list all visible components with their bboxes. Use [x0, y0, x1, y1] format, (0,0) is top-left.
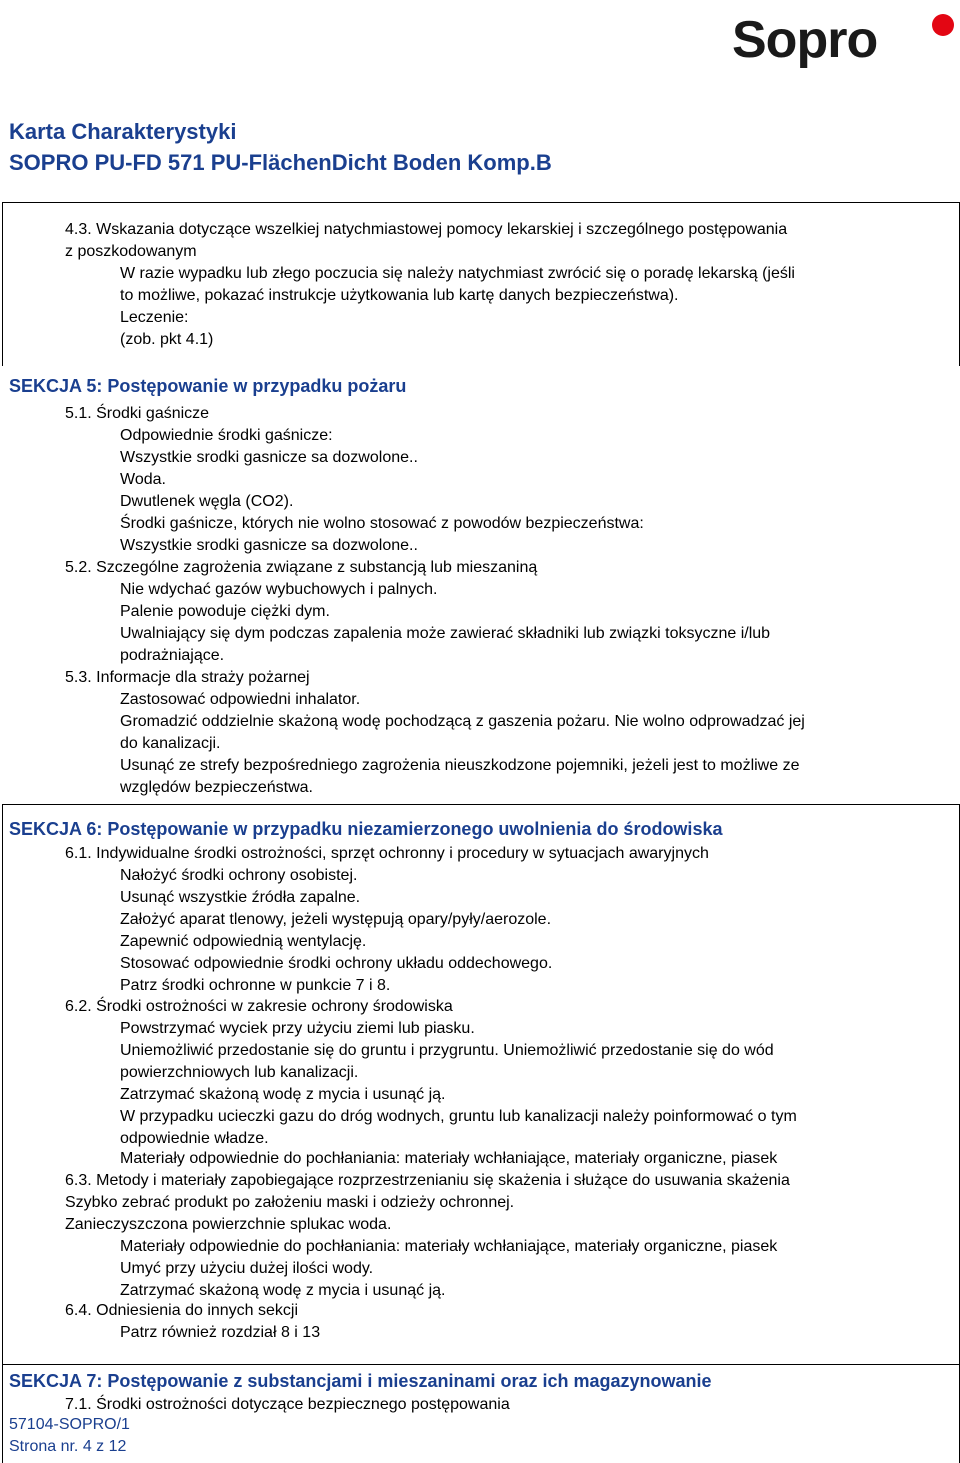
product-name: SOPRO PU-FD 571 PU-FlächenDicht Boden Komp.B — [9, 150, 552, 175]
subsection-6-1: 6.1. Indywidualne środki ostrożności, sprzęt ochronny i procedury w sytuacjach awaryjnych — [65, 845, 709, 862]
text-line: Woda. — [120, 471, 166, 488]
text-line: (zob. pkt 4.1) — [120, 331, 214, 348]
footer-page-number: Strona nr. 4 z 12 — [9, 1438, 127, 1455]
logo-text: Sopro — [732, 11, 878, 69]
text-line: Nałożyć środki ochrony osobistej. — [120, 867, 358, 884]
text-line: względów bezpieczeństwa. — [120, 779, 313, 796]
text-line: Wszystkie srodki gasnicze sa dozwolone.. — [120, 537, 418, 554]
subsection-4-3: 4.3. Wskazania dotyczące wszelkiej natychmiastowej pomocy lekarskiej i szczególnego postępowania — [65, 221, 788, 238]
text-line: W przypadku ucieczki gazu do dróg wodnych, gruntu lub kanalizacji należy poinformować o tym — [120, 1108, 797, 1125]
subsection-6-3: 6.3. Metody i materiały zapobiegające rozprzestrzenianiu się skażenia i służące do usuwania skażenia — [65, 1172, 790, 1189]
subsection-6-2: 6.2. Środki ostrożności w zakresie ochrony środowiska — [65, 998, 453, 1015]
text-line: odpowiednie władze. — [120, 1130, 269, 1147]
sopro-logo — [728, 10, 956, 70]
text-line: Zatrzymać skażoną wodę z mycia i usunąć ją. — [120, 1282, 446, 1299]
text-line: Dwutlenek węgla (CO2). — [120, 493, 294, 510]
section7-heading: SEKCJA 7: Postępowanie z substancjami i mieszaninami oraz ich magazynowanie — [9, 1371, 712, 1391]
subsection-5-1: 5.1. Środki gaśnicze — [65, 405, 210, 422]
text-line: Leczenie: — [120, 309, 189, 326]
text-line: Odpowiednie środki gaśnicze: — [120, 427, 333, 444]
text-line: Zapewnić odpowiednią wentylację. — [120, 933, 367, 950]
section5-heading: SEKCJA 5: Postępowanie w przypadku pożaru — [9, 376, 407, 396]
text-line: Stosować odpowiednie środki ochrony układu oddechowego. — [120, 955, 553, 972]
text-line: Założyć aparat tlenowy, jeżeli występują opary/pyły/aerozole. — [120, 911, 552, 928]
text-line: Środki gaśnicze, których nie wolno stosować z powodów bezpieczeństwa: — [120, 515, 644, 532]
logo-dot-mark — [932, 14, 954, 36]
text-line: z poszkodowanym — [65, 243, 197, 260]
text-line: Materiały odpowiednie do pochłaniania: materiały wchłaniające, materiały organiczne, piasek — [120, 1238, 778, 1255]
text-line: do kanalizacji. — [120, 735, 221, 752]
section6-heading: SEKCJA 6: Postępowanie w przypadku niezamierzonego uwolnienia do środowiska — [9, 819, 723, 839]
subsection-7-1: 7.1. Środki ostrożności dotyczące bezpiecznego postępowania — [65, 1396, 510, 1413]
text-line: Zanieczyszczona powierzchnie splukac woda. — [65, 1216, 392, 1233]
text-line: Palenie powoduje ciężki dym. — [120, 603, 330, 620]
text-line: Umyć przy użyciu dużej ilości wody. — [120, 1260, 374, 1277]
text-line: W razie wypadku lub złego poczucia się należy natychmiast zwrócić się o poradę lekarską (jeśli — [120, 265, 795, 282]
text-line: Nie wdychać gazów wybuchowych i palnych. — [120, 581, 438, 598]
subsection-5-2: 5.2. Szczególne zagrożenia związane z substancją lub mieszaniną — [65, 559, 538, 576]
text-line: Uniemożliwić przedostanie się do gruntu i przygruntu. Uniemożliwić przedostanie się do wód — [120, 1042, 774, 1059]
text-line: Wszystkie srodki gasnicze sa dozwolone.. — [120, 449, 418, 466]
text-line: Zatrzymać skażoną wodę z mycia i usunąć ją. — [120, 1086, 446, 1103]
text-line: Zastosować odpowiedni inhalator. — [120, 691, 361, 708]
text-line: Powstrzymać wyciek przy użyciu ziemi lub piasku. — [120, 1020, 475, 1037]
text-line: powierzchniowych lub kanalizacji. — [120, 1064, 359, 1081]
text-line: Uwalniający się dym podczas zapalenia może zawierać składniki lub związki toksyczne i/lub — [120, 625, 771, 642]
text-line: podrażniające. — [120, 647, 225, 664]
text-line: Usunąć ze strefy bezpośredniego zagrożenia nieuszkodzone pojemniki, jeżeli jest to możliwe ze — [120, 757, 800, 774]
subsection-6-4: 6.4. Odniesienia do innych sekcji — [65, 1302, 299, 1319]
text-line: Usunąć wszystkie źródła zapalne. — [120, 889, 361, 906]
subsection-5-3: 5.3. Informacje dla straży pożarnej — [65, 669, 310, 686]
footer-doc-number: 57104-SOPRO/1 — [9, 1416, 130, 1433]
text-line: Szybko zebrać produkt po założeniu maski i odzieży ochronnej. — [65, 1194, 515, 1211]
text-line: Patrz również rozdział 8 i 13 — [120, 1324, 321, 1341]
text-line: Patrz środki ochronne w punkcie 7 i 8. — [120, 977, 391, 994]
text-line: to możliwe, pokazać instrukcje użytkowania lub kartę danych bezpieczeństwa). — [120, 287, 679, 304]
text-line: Materiały odpowiednie do pochłaniania: materiały wchłaniające, materiały organiczne, piasek — [120, 1150, 778, 1167]
text-line: Gromadzić oddzielnie skażoną wodę pochodzącą z gaszenia pożaru. Nie wolno odprowadzać jej — [120, 713, 805, 730]
document-title: Karta Charakterystyki — [9, 119, 237, 144]
